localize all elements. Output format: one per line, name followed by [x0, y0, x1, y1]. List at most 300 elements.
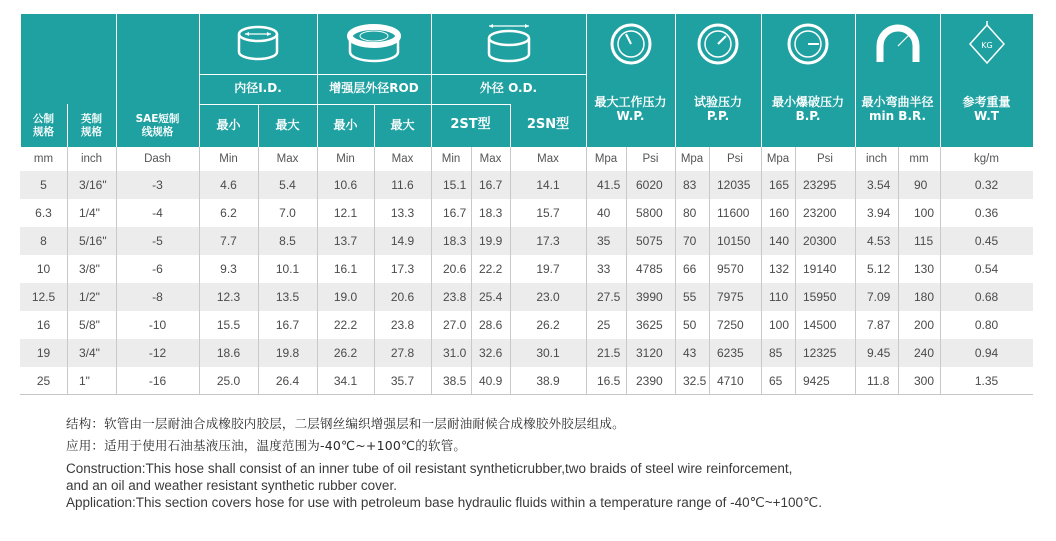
column-divider	[116, 311, 117, 339]
column-divider	[116, 283, 117, 311]
header-wt: 参考重量 W.T	[962, 95, 1011, 123]
table-cell: 17.3	[390, 262, 415, 276]
table-cell: 25.0	[216, 374, 241, 388]
column-divider	[258, 147, 259, 171]
table-cell: 15950	[803, 290, 837, 304]
table-cell: 26.2	[536, 318, 560, 332]
table-cell: 23.8	[443, 290, 467, 304]
column-divider	[199, 147, 200, 171]
note-en-construction-2: and an oil and weather resistant synthetic rubber cover.	[66, 478, 397, 493]
table-cell: 7.0	[279, 206, 296, 220]
unit-cell: Min	[441, 153, 461, 165]
table-cell: 0.45	[974, 234, 999, 248]
table-cell: -8	[152, 290, 163, 304]
unit-cell: Max	[391, 153, 414, 165]
note-en-construction-1: Construction:This hose shall consist of an inner tube of oil resistant syntheticrubber,two braids of steel wire reinforcement,	[66, 461, 793, 476]
table-row	[20, 199, 1033, 227]
column-divider	[898, 255, 899, 283]
table-cell: 19140	[803, 262, 837, 276]
column-divider	[898, 227, 899, 255]
unit-cell: Max	[479, 153, 502, 165]
table-cell: 20.6	[390, 290, 415, 304]
table-cell: 10	[36, 262, 51, 276]
table-cell: 35.7	[390, 374, 415, 388]
column-divider	[761, 255, 762, 283]
column-divider	[709, 283, 710, 311]
table-cell: 130	[914, 262, 935, 276]
column-divider	[471, 311, 472, 339]
column-divider	[374, 255, 375, 283]
column-divider	[709, 199, 710, 227]
column-divider	[709, 255, 710, 283]
header-metric-size: 公制 规格	[33, 113, 54, 138]
table-cell: 14.9	[390, 234, 415, 248]
table-cell: -4	[152, 206, 163, 220]
column-divider	[67, 283, 68, 311]
column-divider	[199, 227, 200, 255]
column-divider	[199, 367, 200, 395]
column-divider	[626, 255, 627, 283]
column-divider	[431, 147, 432, 171]
column-divider	[855, 367, 856, 395]
table-cell: 38.5	[443, 374, 467, 388]
table-cell: 85	[769, 346, 783, 360]
column-divider	[709, 227, 710, 255]
table-cell: 140	[769, 234, 790, 248]
column-divider	[709, 367, 710, 395]
column-divider	[374, 283, 375, 311]
table-cell: 22.2	[333, 318, 358, 332]
column-divider	[855, 283, 856, 311]
table-cell: 6.2	[220, 206, 237, 220]
unit-cell: kg/m	[974, 153, 999, 165]
column-divider	[675, 171, 676, 199]
column-divider	[626, 147, 627, 171]
table-cell: 3.54	[867, 178, 891, 192]
column-divider	[586, 367, 587, 395]
table-cell: 10.1	[275, 262, 300, 276]
column-divider	[116, 199, 117, 227]
table-cell: 160	[769, 206, 790, 220]
unit-cell: Psi	[642, 153, 659, 165]
table-cell: 19.9	[479, 234, 503, 248]
table-cell: 8	[40, 234, 47, 248]
table-cell: 25	[597, 318, 611, 332]
table-cell: 12.5	[31, 290, 56, 304]
table-cell: 55	[683, 290, 697, 304]
table-row	[20, 339, 1033, 367]
table-cell: 15.1	[443, 178, 467, 192]
column-divider	[258, 311, 259, 339]
table-cell: 38.9	[536, 374, 560, 388]
table-cell: 7.09	[867, 290, 891, 304]
table-cell: 21.5	[597, 346, 621, 360]
column-divider	[199, 171, 200, 199]
table-cell: 11600	[717, 206, 750, 220]
table-row	[20, 311, 1033, 339]
column-divider	[761, 367, 762, 395]
table-cell: 4.6	[220, 178, 237, 192]
table-cell: 6020	[636, 178, 663, 192]
column-divider	[317, 171, 318, 199]
table-cell: 18.3	[479, 206, 503, 220]
unit-cell: Min	[219, 153, 238, 165]
column-divider	[258, 227, 259, 255]
column-divider	[761, 199, 762, 227]
column-divider	[898, 147, 899, 171]
column-divider	[510, 171, 511, 199]
unit-cell: inch	[865, 153, 888, 165]
table-cell: 132	[769, 262, 790, 276]
column-divider	[116, 339, 117, 367]
unit-cell: mm	[33, 153, 54, 165]
table-cell: 200	[914, 318, 935, 332]
column-divider	[898, 311, 899, 339]
table-cell: 90	[914, 178, 928, 192]
column-divider	[855, 311, 856, 339]
column-divider	[67, 171, 68, 199]
column-divider	[626, 283, 627, 311]
column-divider	[431, 311, 432, 339]
table-cell: 20.6	[443, 262, 467, 276]
table-cell: 70	[683, 234, 697, 248]
table-cell: 18.3	[443, 234, 467, 248]
table-cell: 13.5	[275, 290, 300, 304]
column-divider	[317, 311, 318, 339]
pressure-gauge-icon	[586, 14, 675, 74]
column-divider	[626, 227, 627, 255]
table-cell: 7975	[717, 290, 744, 304]
table-cell: 4785	[636, 262, 663, 276]
column-divider	[795, 255, 796, 283]
table-cell: -16	[148, 374, 167, 388]
column-divider	[116, 227, 117, 255]
table-row	[20, 227, 1033, 255]
column-divider	[471, 255, 472, 283]
column-divider	[855, 339, 856, 367]
column-divider	[431, 255, 432, 283]
column-divider	[940, 227, 941, 255]
table-cell: 1"	[79, 374, 90, 388]
column-divider	[431, 199, 432, 227]
table-cell: 10150	[717, 234, 751, 248]
table-cell: 83	[683, 178, 697, 192]
table-cell: 16	[36, 318, 51, 332]
column-divider	[258, 339, 259, 367]
table-cell: 12.1	[333, 206, 358, 220]
column-divider	[67, 311, 68, 339]
column-divider	[709, 171, 710, 199]
column-divider	[795, 339, 796, 367]
column-divider	[586, 227, 587, 255]
table-cell: 31.0	[443, 346, 467, 360]
column-divider	[510, 283, 511, 311]
column-divider	[67, 147, 68, 171]
column-divider	[374, 339, 375, 367]
unit-cell: Max	[537, 153, 559, 165]
column-divider	[199, 255, 200, 283]
table-cell: 17.3	[536, 234, 560, 248]
table-cell: 28.6	[479, 318, 503, 332]
table-cell: 11.8	[867, 374, 890, 388]
column-divider	[795, 147, 796, 171]
table-cell: 3625	[636, 318, 663, 332]
column-divider	[626, 367, 627, 395]
column-divider	[67, 227, 68, 255]
column-divider	[898, 367, 899, 395]
column-divider	[431, 171, 432, 199]
test-gauge-icon	[675, 14, 761, 74]
column-divider	[374, 171, 375, 199]
column-divider	[510, 147, 511, 171]
header-id-min: 最小	[216, 117, 241, 132]
column-divider	[940, 311, 941, 339]
table-cell: 23200	[803, 206, 837, 220]
table-cell: 26.4	[275, 374, 300, 388]
table-cell: 7250	[717, 318, 744, 332]
column-divider	[471, 339, 472, 367]
column-divider	[317, 199, 318, 227]
column-divider	[940, 199, 941, 227]
table-cell: 6.3	[35, 206, 52, 220]
column-divider	[199, 311, 200, 339]
table-cell: 26.2	[333, 346, 358, 360]
table-cell: 25	[36, 374, 51, 388]
table-cell: 9.3	[220, 262, 237, 276]
column-divider	[709, 311, 710, 339]
table-cell: 25.4	[479, 290, 503, 304]
table-cell: 5.4	[279, 178, 296, 192]
table-cell: 5/16"	[79, 234, 107, 248]
column-divider	[675, 283, 676, 311]
table-cell: 3.94	[867, 206, 891, 220]
column-divider	[67, 199, 68, 227]
table-cell: 19.7	[536, 262, 560, 276]
table-cell: 9425	[803, 374, 830, 388]
table-cell: 0.54	[974, 262, 999, 276]
column-divider	[67, 339, 68, 367]
column-divider	[675, 147, 676, 171]
column-divider	[675, 339, 676, 367]
column-divider	[761, 311, 762, 339]
unit-cell: Max	[276, 153, 299, 165]
header-rod-max: 最大	[390, 117, 415, 132]
column-divider	[795, 367, 796, 395]
header-2sn: 2SN型	[526, 117, 570, 133]
table-cell: 3990	[636, 290, 663, 304]
column-divider	[258, 199, 259, 227]
table-cell: 5/8"	[79, 318, 100, 332]
header-od-group: 外径 O.D.	[479, 81, 538, 96]
column-divider	[471, 227, 472, 255]
table-cell: 7.7	[220, 234, 237, 248]
table-cell: 5800	[636, 206, 663, 220]
column-divider	[675, 255, 676, 283]
table-cell: -12	[148, 346, 167, 360]
column-divider	[510, 311, 511, 339]
note-en-application: Application:This section covers hose for use with petroleum base hydraulic fluids within a temperature range of -40℃~+100℃.	[66, 495, 822, 510]
table-cell: 6235	[717, 346, 744, 360]
table-cell: 27.0	[443, 318, 467, 332]
table-cell: 14500	[803, 318, 837, 332]
unit-cell: Min	[336, 153, 355, 165]
column-divider	[795, 227, 796, 255]
column-divider	[586, 255, 587, 283]
column-divider	[795, 283, 796, 311]
column-divider	[940, 339, 941, 367]
column-divider	[855, 199, 856, 227]
table-row	[20, 171, 1033, 199]
column-divider	[116, 147, 117, 171]
column-divider	[586, 339, 587, 367]
column-divider	[317, 367, 318, 395]
column-divider	[116, 255, 117, 283]
column-divider	[675, 367, 676, 395]
column-divider	[898, 339, 899, 367]
table-cell: 12325	[803, 346, 837, 360]
table-cell: 10.6	[333, 178, 358, 192]
table-cell: -10	[148, 318, 167, 332]
table-cell: 50	[683, 318, 697, 332]
column-divider	[761, 283, 762, 311]
table-cell: 16.7	[443, 206, 467, 220]
table-cell: 4.53	[867, 234, 891, 248]
table-cell: 0.80	[974, 318, 999, 332]
header-2st: 2ST型	[450, 117, 491, 133]
table-cell: 100	[914, 206, 935, 220]
table-cell: 100	[769, 318, 790, 332]
table-cell: 5.12	[867, 262, 891, 276]
column-divider	[855, 227, 856, 255]
table-cell: 41.5	[597, 178, 621, 192]
column-divider	[431, 227, 432, 255]
tube-id-icon	[199, 14, 317, 74]
table-cell: 0.36	[974, 206, 999, 220]
unit-cell: Psi	[727, 153, 743, 165]
table-cell: 0.94	[974, 346, 999, 360]
column-divider	[626, 199, 627, 227]
column-divider	[317, 147, 318, 171]
column-divider	[431, 367, 432, 395]
column-divider	[626, 339, 627, 367]
table-cell: 32.6	[479, 346, 503, 360]
table-cell: 5075	[636, 234, 663, 248]
column-divider	[510, 367, 511, 395]
header-wp: 最大工作压力 W.P.	[594, 95, 667, 123]
table-cell: 40	[597, 206, 611, 220]
table-cell: 2390	[636, 374, 663, 388]
header-br: 最小弯曲半径 min B.R.	[861, 95, 934, 123]
table-cell: 3/16"	[79, 178, 107, 192]
table-cell: 3/4"	[79, 346, 100, 360]
column-divider	[317, 339, 318, 367]
column-divider	[795, 311, 796, 339]
header-id-max: 最大	[275, 117, 300, 132]
table-cell: 15.7	[536, 206, 560, 220]
column-divider	[709, 147, 710, 171]
column-divider	[374, 199, 375, 227]
note-cn-application: 应用：适用于使用石油基液压油，温度范围为-40℃~+100℃的软管。	[66, 438, 467, 453]
table-row	[20, 367, 1033, 395]
weight-icon	[940, 14, 1033, 74]
table-cell: 3/8"	[79, 262, 100, 276]
column-divider	[510, 339, 511, 367]
header-imperial-size: 英制 规格	[81, 113, 102, 138]
table-cell: 23295	[803, 178, 837, 192]
table-cell: 35	[597, 234, 611, 248]
table-cell: 34.1	[333, 374, 358, 388]
table-cell: 66	[683, 262, 697, 276]
table-cell: 0.68	[974, 290, 999, 304]
column-divider	[431, 283, 432, 311]
table-bottom-rule	[20, 394, 1033, 395]
table-cell: 13.7	[333, 234, 358, 248]
column-divider	[374, 227, 375, 255]
column-divider	[898, 283, 899, 311]
column-divider	[471, 171, 472, 199]
column-divider	[626, 171, 627, 199]
column-divider	[431, 339, 432, 367]
table-cell: 16.5	[597, 374, 621, 388]
table-cell: 27.8	[390, 346, 415, 360]
column-divider	[761, 171, 762, 199]
header-pp: 试验压力 P.P.	[693, 95, 742, 123]
table-cell: 300	[914, 374, 935, 388]
table-cell: 15.5	[216, 318, 241, 332]
column-divider	[510, 199, 511, 227]
header-bp: 最小爆破压力 B.P.	[771, 95, 844, 123]
column-divider	[855, 255, 856, 283]
column-divider	[940, 367, 941, 395]
table-cell: 3120	[636, 346, 663, 360]
table-cell: 19.8	[275, 346, 300, 360]
table-cell: 180	[914, 290, 935, 304]
table-cell: -3	[152, 178, 163, 192]
column-divider	[709, 339, 710, 367]
table-row	[20, 283, 1033, 311]
table-cell: 32.5	[683, 374, 707, 388]
table-cell: 30.1	[536, 346, 560, 360]
column-divider	[471, 199, 472, 227]
table-cell: -5	[152, 234, 163, 248]
column-divider	[898, 171, 899, 199]
tube-od-icon	[431, 14, 586, 74]
column-divider	[940, 283, 941, 311]
table-cell: 22.2	[479, 262, 503, 276]
column-divider	[855, 171, 856, 199]
column-divider	[510, 227, 511, 255]
svg-text:KG: KG	[980, 41, 993, 50]
column-divider	[761, 227, 762, 255]
column-divider	[116, 171, 117, 199]
note-cn-construction: 结构：软管由一层耐油合成橡胶内胶层，二层钢丝编织增强层和一层耐油耐候合成橡胶外胶层组成。	[66, 416, 625, 431]
table-cell: 12035	[717, 178, 751, 192]
table-row	[20, 255, 1033, 283]
column-divider	[374, 311, 375, 339]
table-cell: 240	[914, 346, 935, 360]
table-cell: 16.7	[479, 178, 503, 192]
burst-gauge-icon	[761, 14, 855, 74]
table-cell: 0.32	[974, 178, 999, 192]
table-cell: 1/2"	[79, 290, 100, 304]
table-cell: 19.0	[333, 290, 358, 304]
column-divider	[471, 367, 472, 395]
header-sae-dash: SAE短制 线规格	[135, 113, 180, 138]
table-cell: 110	[769, 290, 789, 304]
table-cell: 65	[769, 374, 783, 388]
column-divider	[471, 147, 472, 171]
column-divider	[761, 147, 762, 171]
